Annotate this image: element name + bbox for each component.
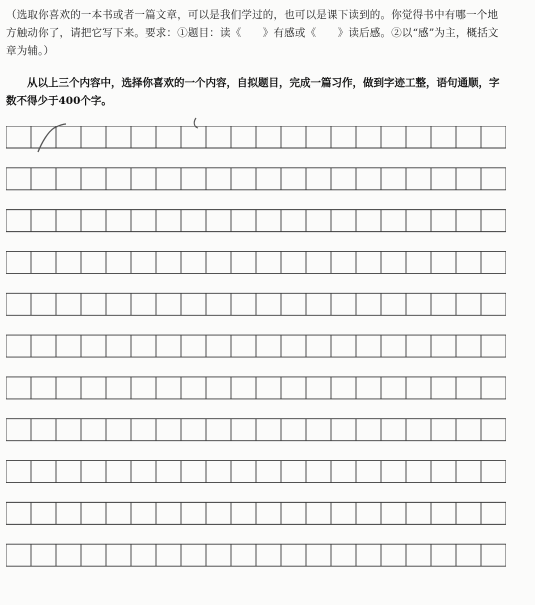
grid-row	[6, 335, 506, 357]
grid-row	[6, 126, 506, 148]
writing-task	[6, 74, 506, 110]
grid-row	[6, 377, 506, 399]
writing-grid	[6, 126, 506, 586]
grid-row	[6, 293, 506, 315]
grid-row	[6, 419, 506, 441]
grid-row	[6, 168, 506, 190]
instructions	[6, 6, 506, 60]
grid-row	[6, 251, 506, 273]
grid-row	[6, 544, 506, 566]
grid-row	[6, 461, 506, 483]
writing-task-text: 从以上三个内容中，选择你喜欢的一个内容，自拟题目，完成一篇习作，做到字迹工整，语句通顺，字数不得少于400个字。	[6, 77, 500, 107]
grid-row	[6, 502, 506, 524]
instructions-text: （选取你喜欢的一本书或者一篇文章，可以是我们学过的，也可以是课下读到的。你觉得书中有哪一个地方触动你了，请把它写下来。要求：①题目：读《 》有感或《 》读后感。②以“感”为主，概括文章为辅。）	[6, 9, 499, 57]
grid-row	[6, 210, 506, 232]
